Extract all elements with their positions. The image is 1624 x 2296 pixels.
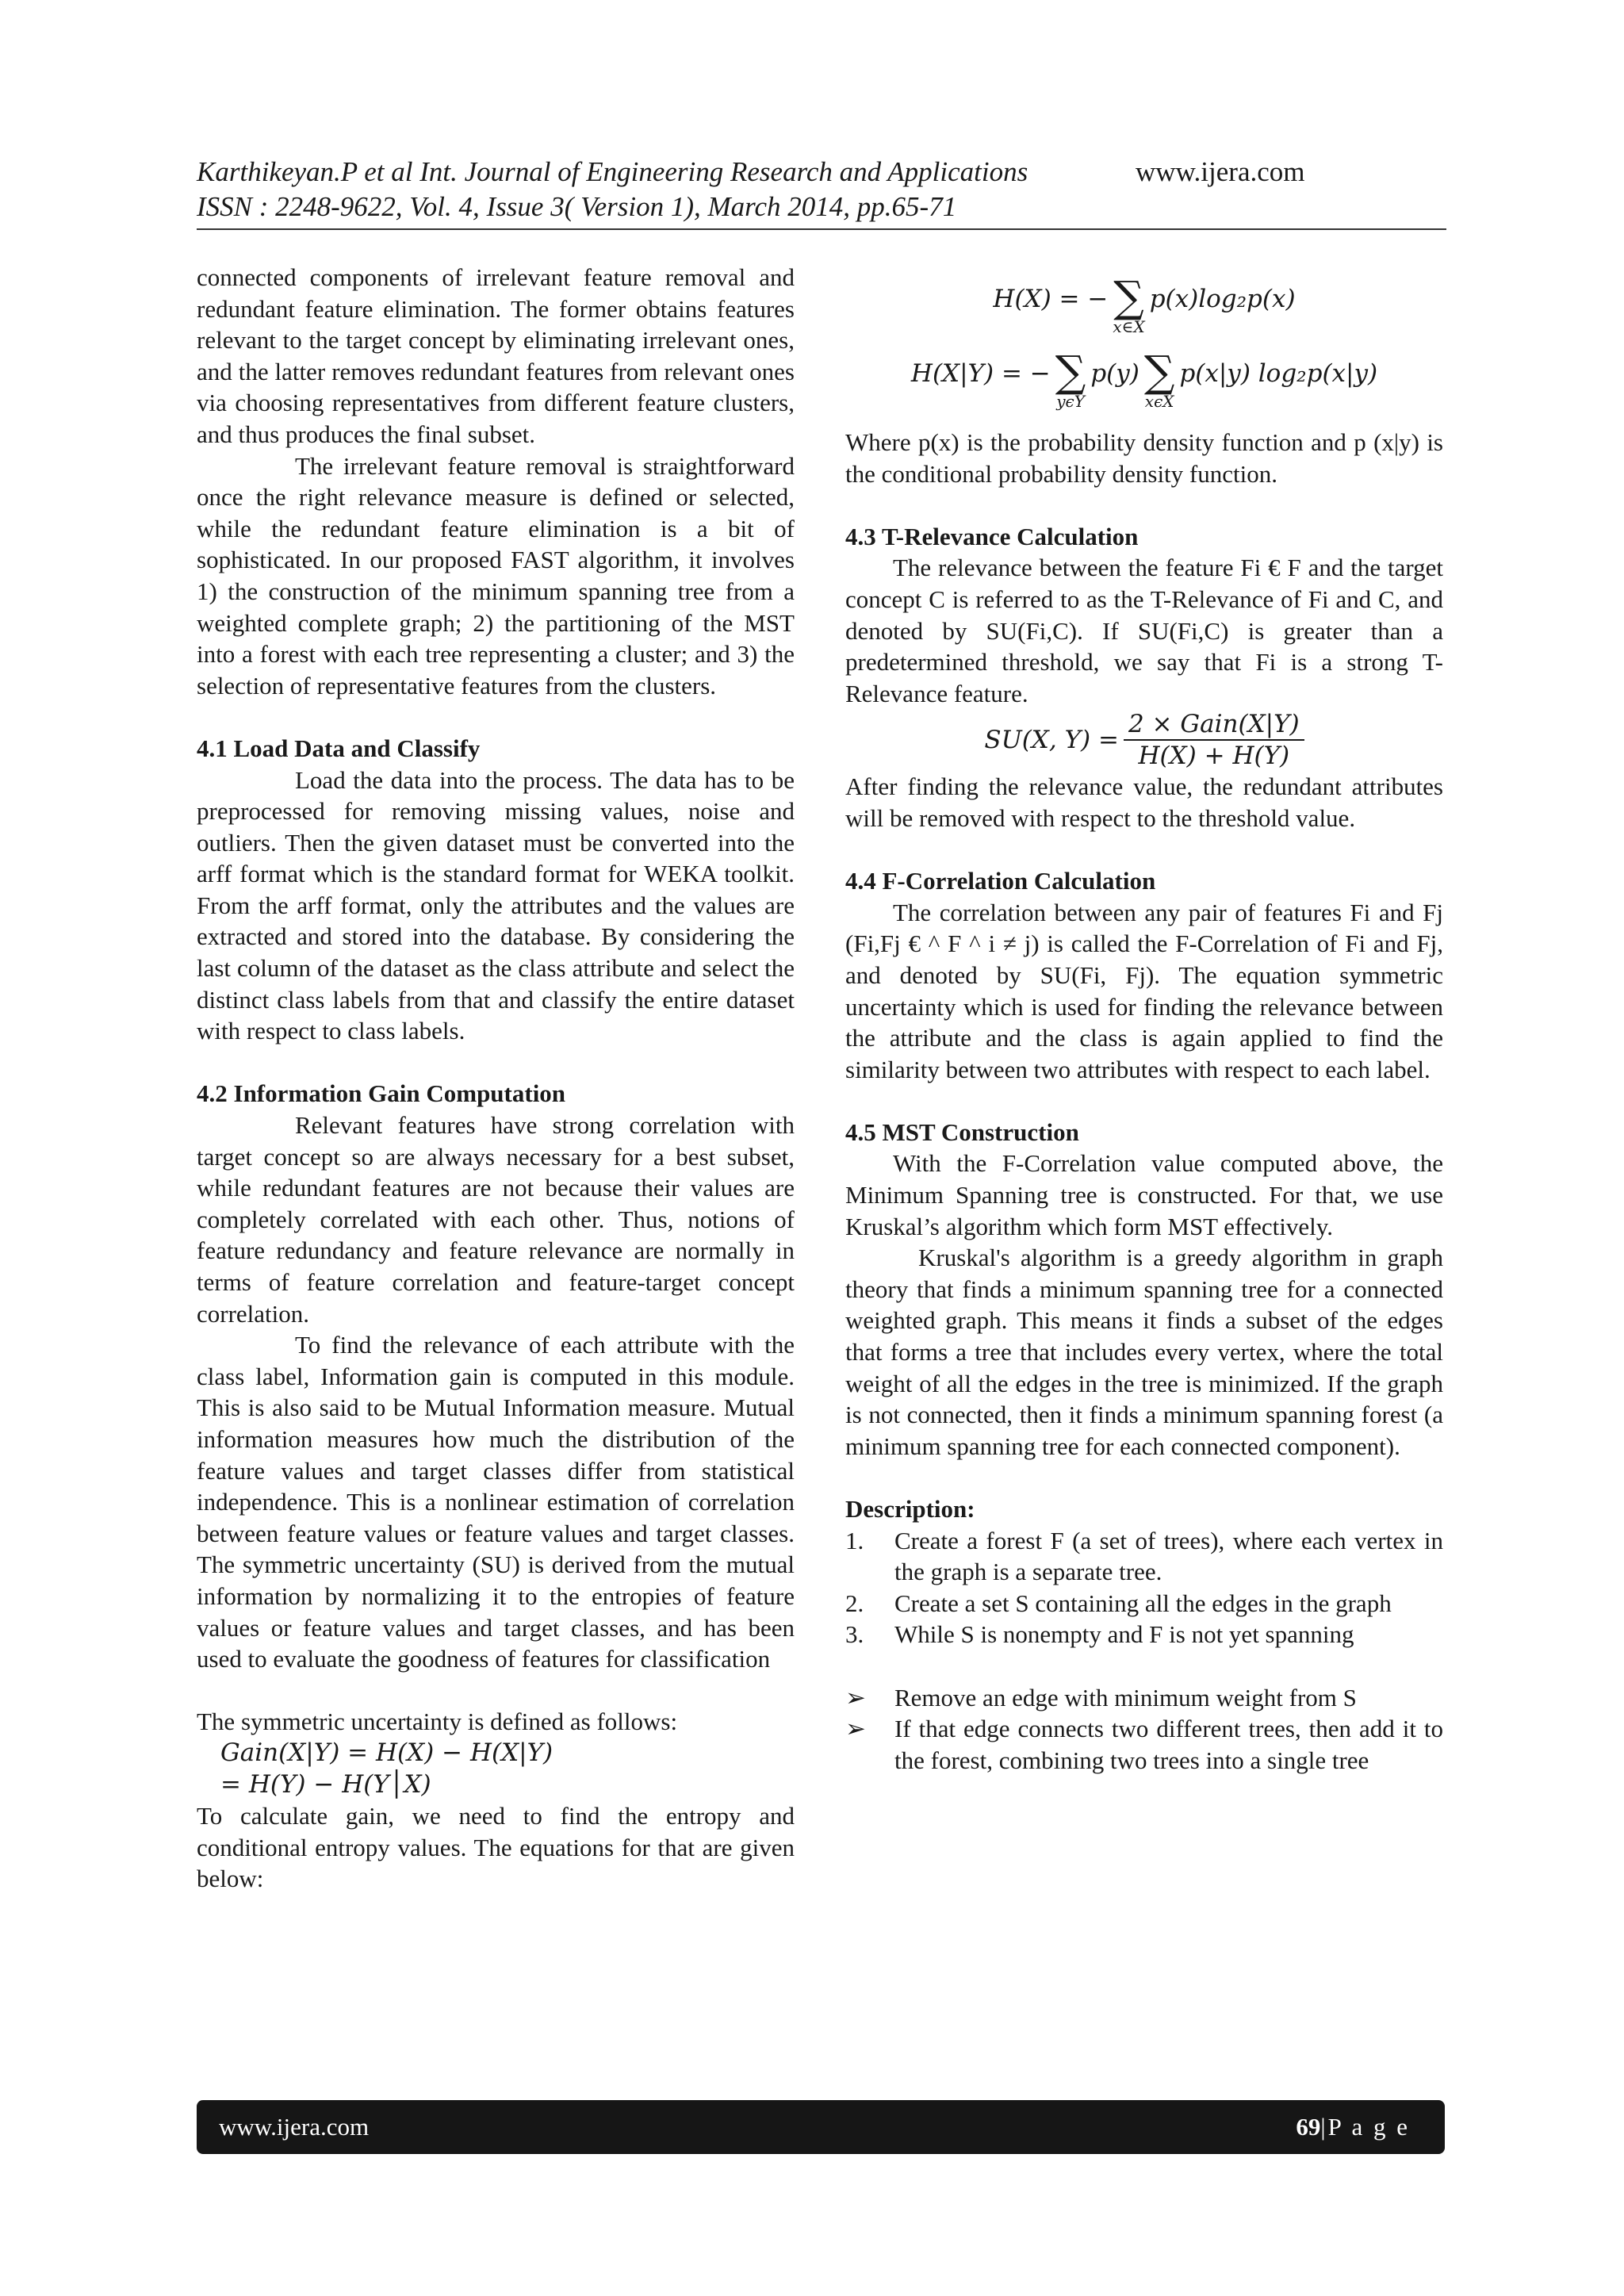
section-heading-4-2: 4.2 Information Gain Computation <box>197 1079 566 1108</box>
bullet-list <box>845 1682 1443 1777</box>
paragraph: Load the data into the process. The data has to be preprocessed for removing missing values, noise and outliers. Then the given dataset must be converted into the arff format which is the standard format for WEKA toolkit. From the arff format, only the attributes and the values are extracted and stored into the database. By considering the last column of the dataset as the class attribute and select the distinct class labels from that and classify the entire dataset with respect to class labels. <box>197 765 795 1045</box>
running-header-issn: ISSN : 2248-9622, Vol. 4, Issue 3( Version 1), March 2014, pp.65-71 <box>197 191 957 222</box>
fraction: $\frac{\text{2 × Gain(X|Y)}}{H(X) + H(Y)}$ <box>1124 709 1304 771</box>
paragraph: Relevant features have strong correlation with target concept so are always necessary for a best subset, while redundant features are not because their values are completely correlated with each other. Thus, notions of feature redundancy and feature relevance are normally in terms of feature correlation and feature-target concept correlation. <box>197 1111 795 1328</box>
paragraph: The relevance between the feature Fi € F and the target concept C is referred to as the T-Relevance of Fi and C, and denoted by SU(Fi,C). If SU(Fi,C) is greater than a predetermined threshold, we say that Fi is a strong T-Relevance feature. <box>845 554 1443 707</box>
running-header-url: www.ijera.com <box>1136 156 1305 187</box>
section-heading-4-1: 4.1 Load Data and Classify <box>197 734 481 762</box>
paragraph: The irrelevant feature removal is straightforward once the right relevance measure is defined or selected, while the redundant feature elimination is a bit of sophisticated. In our proposed FAST algorithm, it involves 1) the construction of the minimum spanning tree from a weighted complete graph; 2) the partitioning of the MST into a forest with each tree representing a cluster; and 3) the selection of representative features from the clusters. <box>197 451 795 700</box>
arrow-bullet-icon: ➢ <box>845 1683 866 1711</box>
entropy-equation: H(X) = − ∑ x∈X p(x)log₂p(x) <box>993 272 1296 336</box>
symmetric-uncertainty-equation: SU(X, Y) = $\frac{\text{2 × Gain(X|Y)}}{H(X) + H(Y)}$ <box>845 709 1443 771</box>
running-header-journal: Karthikeyan.P et al Int. Journal of Engineering Research and Applications <box>197 156 1028 187</box>
summation-symbol: ∑ x∈X <box>1113 272 1145 336</box>
paragraph: Kruskal's algorithm is a greedy algorithm in graph theory that finds a minimum spanning tree for a connected weighted graph. This means it finds a subset of the edges that forms a tree that includes every vertex, where the total weight of all the edges in the tree is minimized. If the graph is not connected, then it finds a minimum spanning forest (a minimum spanning tree for each connected component). <box>845 1244 1443 1460</box>
paragraph: With the F-Correlation value computed above, the Minimum Spanning tree is constructed. For that, we use Kruskal’s algorithm which form MST effectively. <box>845 1149 1443 1240</box>
gain-equation-line2: = H(Y) − H(Y│X) <box>220 1769 431 1799</box>
paragraph: Where p(x) is the probability density function and p (x|y) is the conditional probability density function. <box>845 428 1443 488</box>
header-rule <box>197 228 1446 230</box>
left-column <box>197 262 795 1895</box>
section-heading-4-5: 4.5 MST Construction <box>845 1117 1079 1146</box>
list-item: 2. Create a set S containing all the edges in the graph <box>845 1589 1392 1617</box>
list-item: ➢ If that edge connects two different trees, then add it to the forest, combining two trees into a single tree <box>845 1715 1443 1774</box>
right-column <box>845 262 1443 1776</box>
list-item: 1. Create a forest F (a set of trees), where each vertex in the graph is a separate tree. <box>845 1526 1443 1586</box>
gain-equation-line1: Gain(X|Y) = H(X) − H(X|Y) <box>220 1738 553 1767</box>
arrow-bullet-icon: ➢ <box>845 1715 866 1743</box>
footer-page-number: 69|P a g e <box>1296 2113 1410 2141</box>
section-heading-4-4: 4.4 F-Correlation Calculation <box>845 867 1156 895</box>
paragraph: The symmetric uncertainty is defined as follows: <box>197 1708 678 1736</box>
summation-symbol: ∑ yϵY <box>1055 347 1086 411</box>
page-footer <box>197 2100 1445 2154</box>
section-heading-4-3: 4.3 T-Relevance Calculation <box>845 522 1139 550</box>
conditional-entropy-equation: H(X|Y) = − ∑ yϵY p(y) ∑ xϵX p(x|y) log₂p(x|y) <box>910 347 1378 411</box>
summation-symbol: ∑ xϵX <box>1143 347 1175 411</box>
paragraph: connected components of irrelevant feature removal and redundant feature elimination. The former obtains features relevant to the target concept by eliminating irrelevant ones, and the latter removes redundant features from relevant ones via choosing representatives from different feature clusters, and thus produces the final subset. <box>197 263 795 448</box>
footer-url: www.ijera.com <box>219 2113 370 2141</box>
paragraph: After finding the relevance value, the redundant attributes will be removed with respect to the threshold value. <box>845 772 1443 832</box>
paragraph: The correlation between any pair of features Fi and Fj (Fi,Fj € ^ F ^ i ≠ j) is called the F-Correlation of Fi and Fj, and denoted by SU(Fi, Fj). The equation symmetric uncertainty which is used for finding the relevance between the attribute and the class is again applied to find the similarity between two attributes with respect to each label. <box>845 898 1443 1083</box>
list-item: 3. While S is nonempty and F is not yet spanning <box>845 1620 1354 1649</box>
list-item: ➢ Remove an edge with minimum weight from S <box>845 1682 1443 1714</box>
paragraph: To find the relevance of each attribute with the class label, Information gain is computed in this module. This is also said to be Mutual Information measure. Mutual information measures how much the distribution of the feature values and target classes differ from statistical independence. This is a nonlinear estimation of correlation between feature values or feature values and target classes. The symmetric uncertainty (SU) is derived from the mutual information by normalizing it to the entropies of feature values or feature values and target classes, and has been used to evaluate the goodness of features for classification <box>197 1331 795 1673</box>
paragraph: To calculate gain, we need to find the entropy and conditional entropy values. The equations for that are given below: <box>197 1802 795 1893</box>
description-heading: Description: <box>845 1495 975 1523</box>
numbered-list <box>845 1525 1443 1650</box>
